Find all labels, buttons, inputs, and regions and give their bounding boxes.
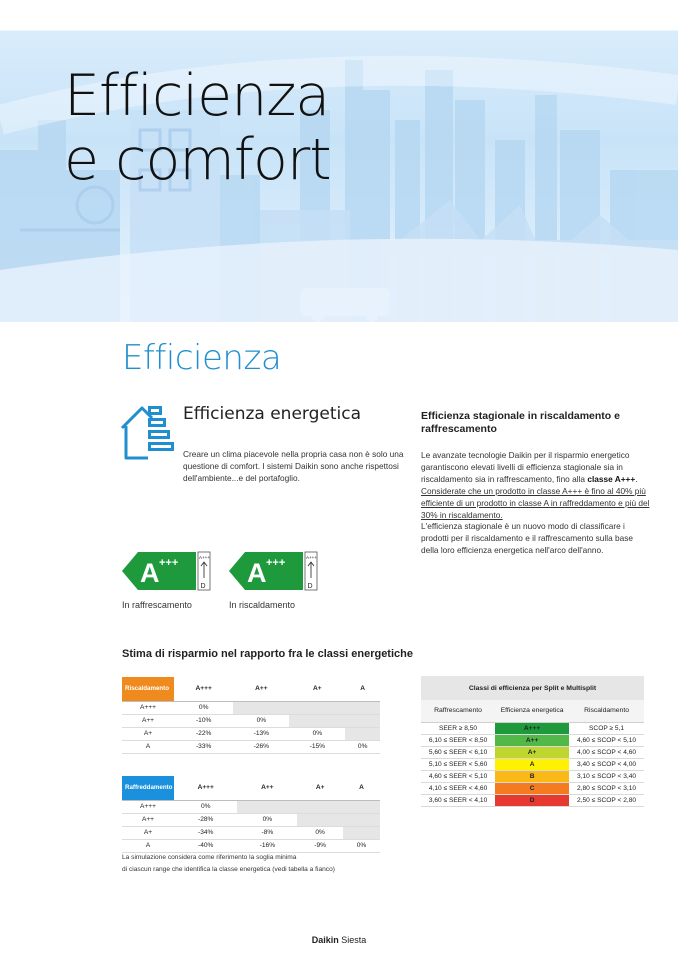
table-cell-empty (233, 701, 289, 714)
page-title-line-1: Efficienza (64, 63, 330, 129)
table-row (122, 826, 380, 839)
energy-efficiency-subheading: Efficienza energetica (183, 404, 362, 424)
row-label: A++ (122, 813, 174, 826)
column-header: A+++ (174, 776, 237, 800)
column-header: Riscaldamento (569, 700, 644, 722)
table-row (421, 722, 644, 734)
table-cell: 0% (174, 701, 233, 714)
energy-arrow-heating (229, 548, 319, 594)
table-cell-empty (297, 813, 343, 826)
table-cell-empty (343, 800, 380, 813)
page-title (64, 64, 331, 192)
efficiency-class-cell: A+ (495, 746, 569, 758)
table-cell: -15% (289, 740, 345, 753)
row-label: A+++ (122, 701, 174, 714)
table-cell-empty (237, 800, 297, 813)
hero-banner (0, 0, 678, 322)
table-cell-empty (345, 701, 380, 714)
table-cell: 0% (174, 800, 237, 813)
table-row (122, 740, 380, 753)
efficiency-class-cell: D (495, 794, 569, 806)
table-row (421, 782, 644, 794)
energy-label-caption: In raffrescamento (122, 600, 192, 610)
table-header-row (122, 776, 380, 800)
energy-efficiency-intro: Creare un clima piacevole nella propria casa non è solo una questione di comfort. I sistemi Daikin sono anche rispettosi dell'ambiente...e del portafoglio. (183, 449, 404, 483)
grade-plus: +++ (159, 557, 179, 569)
footer-product: Siesta (341, 935, 367, 945)
efficiency-class-cell: A+++ (495, 722, 569, 734)
table-cell: -40% (174, 839, 237, 852)
cooling-range: 4,10 ≤ SEER < 4,60 (421, 782, 495, 794)
scale-bottom: D (200, 583, 206, 590)
table-row (122, 813, 380, 826)
table-cell-empty (345, 714, 380, 727)
section-heading: Efficienza (122, 338, 282, 378)
table-row (122, 714, 380, 727)
column-header: A++ (233, 677, 289, 701)
table-cell-empty (345, 727, 380, 740)
table-cell: -28% (174, 813, 237, 826)
energy-house-icon (118, 402, 174, 462)
table-cell-empty (297, 800, 343, 813)
heating-range: 4,00 ≤ SCOP < 4,60 (569, 746, 644, 758)
column-header: A (345, 677, 380, 701)
table-cell-empty (289, 714, 345, 727)
scale-top: A+++ (199, 555, 210, 560)
classes-table-title: Classi di efficienza per Split e Multisplit (421, 676, 644, 700)
grade-plus: +++ (266, 557, 286, 569)
table-row (421, 746, 644, 758)
table-row (421, 734, 644, 746)
simulation-note (122, 852, 402, 876)
table-cell: -22% (174, 727, 233, 740)
efficiency-classes-table (421, 676, 644, 807)
table-cell: -33% (174, 740, 233, 753)
table-cell: -13% (233, 727, 289, 740)
table-title-row (421, 676, 644, 700)
heating-range: 3,40 ≤ SCOP < 4,00 (569, 758, 644, 770)
column-header: A++ (237, 776, 297, 800)
table-cell: 0% (343, 839, 380, 852)
table-cell: 0% (237, 813, 297, 826)
simulation-note-line-1: La simulazione considera come riferimento la soglia minima (122, 854, 297, 861)
efficiency-class-cell: A (495, 758, 569, 770)
table-cell: -8% (237, 826, 297, 839)
cooling-label: Raffreddamento (122, 776, 174, 800)
seasonal-p1-start: Le avanzate tecnologie Daikin per il risparmio energetico garantiscono elevati livelli di efficienza stagionale sia in riscaldamento sia in raffrescamento, fino alla (421, 450, 630, 484)
row-label: A+ (122, 727, 174, 740)
cooling-range: 5,60 ≤ SEER < 6,10 (421, 746, 495, 758)
energy-label-caption: In riscaldamento (229, 600, 296, 610)
efficiency-class-cell: A++ (495, 734, 569, 746)
table-row (421, 794, 644, 806)
table-cell: 0% (345, 740, 380, 753)
table-cell-empty (289, 701, 345, 714)
scale-top: A+++ (306, 555, 317, 560)
energy-arrow-cooling (122, 548, 212, 594)
table-header-row (122, 677, 380, 701)
table-cell-empty (343, 813, 380, 826)
table-cell-empty (343, 826, 380, 839)
energy-label-cooling (122, 548, 212, 610)
footer (0, 935, 678, 945)
table-cell: -34% (174, 826, 237, 839)
table-row (122, 727, 380, 740)
efficiency-class-cell: B (495, 770, 569, 782)
footer-brand: Daikin (311, 935, 339, 945)
savings-table-cooling (122, 776, 380, 853)
table-row (122, 839, 380, 852)
seasonal-efficiency-body (421, 450, 651, 557)
row-label: A++ (122, 714, 174, 727)
table-cell: 0% (233, 714, 289, 727)
column-header: A (343, 776, 380, 800)
row-label: A (122, 839, 174, 852)
table-cell: -26% (233, 740, 289, 753)
column-header: A+++ (174, 677, 233, 701)
cooling-range: 5,10 ≤ SEER < 5,60 (421, 758, 495, 770)
grade-letter: A (140, 558, 160, 588)
heating-range: 2,50 ≤ SCOP < 2,80 (569, 794, 644, 806)
savings-table-heating (122, 677, 380, 754)
column-header: Efficienza energetica (495, 700, 569, 722)
table-cell: 0% (297, 826, 343, 839)
table-cell: -16% (237, 839, 297, 852)
seasonal-p1-underlined: Considerate che un prodotto in classe A+++ è fino al 40% più efficiente di un prodotto in classe A in raffreddamento e più del 30% in riscaldamento. (421, 485, 650, 520)
heating-range: 4,60 ≤ SCOP < 5,10 (569, 734, 644, 746)
table-cell: -10% (174, 714, 233, 727)
energy-label-heating (229, 548, 319, 610)
cooling-range: 4,60 ≤ SEER < 5,10 (421, 770, 495, 782)
table-row (122, 800, 380, 813)
cooling-range: SEER ≥ 8,50 (421, 722, 495, 734)
column-header: A+ (289, 677, 345, 701)
row-label: A+ (122, 826, 174, 839)
cooling-range: 3,60 ≤ SEER < 4,10 (421, 794, 495, 806)
table-row (122, 701, 380, 714)
simulation-note-line-2: di ciascun range che identifica la classe energetica (vedi tabella a fianco) (122, 866, 335, 873)
efficiency-class-cell: C (495, 782, 569, 794)
table-cell: -9% (297, 839, 343, 852)
savings-title: Stima di risparmio nel rapporto fra le classi energetiche (122, 648, 413, 660)
page-title-line-2: e comfort (64, 127, 331, 193)
heating-range: 3,10 ≤ SCOP < 3,40 (569, 770, 644, 782)
seasonal-p2: L'efficienza stagionale è un nuovo modo di classificare i prodotti per il riscaldamento e il raffrescamento sulla base della loro efficienza energetica nell'arco dell'anno. (421, 521, 633, 556)
table-cell: 0% (289, 727, 345, 740)
seasonal-p1-class: classe A+++ (587, 473, 636, 484)
seasonal-p1-dot: . (635, 473, 638, 484)
column-header: Raffrescamento (421, 700, 495, 722)
scale-bottom: D (307, 583, 313, 590)
cooling-range: 6,10 ≤ SEER < 8,50 (421, 734, 495, 746)
grade-letter: A (247, 558, 267, 588)
seasonal-efficiency-title: Efficienza stagionale in riscaldamento e raffrescamento (421, 410, 620, 435)
column-header: A+ (297, 776, 343, 800)
table-row (421, 770, 644, 782)
heating-label: Riscaldamento (122, 677, 174, 701)
heating-range: SCOP ≥ 5,1 (569, 722, 644, 734)
table-header-row (421, 700, 644, 722)
table-row (421, 758, 644, 770)
classes-table-body (421, 722, 644, 806)
row-label: A+++ (122, 800, 174, 813)
heating-range: 2,80 ≤ SCOP < 3,10 (569, 782, 644, 794)
row-label: A (122, 740, 174, 753)
